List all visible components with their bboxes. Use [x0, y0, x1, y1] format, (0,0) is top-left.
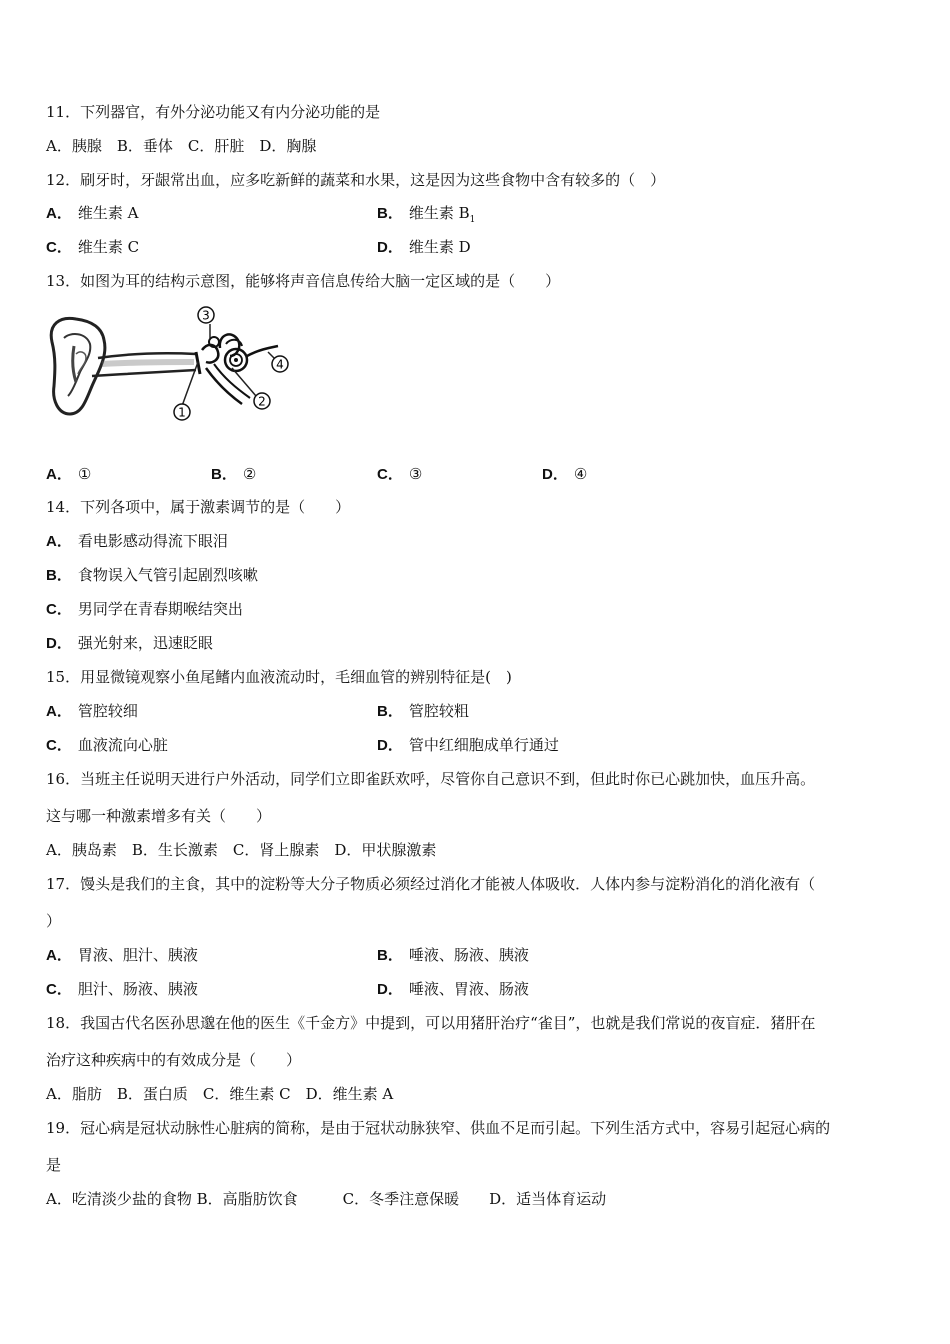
- q15-option-d: [377, 735, 559, 756]
- option-label: A．: [46, 466, 72, 483]
- option-label: B．: [377, 703, 403, 720]
- q11-stem: 11．下列器官，有外分泌功能又有内分泌功能的是: [46, 103, 381, 121]
- q13-option-c: [377, 464, 422, 485]
- q13-stem: 13．如图为耳的结构示意图，能够将声音信息传给大脑一定区域的是（ ）: [46, 272, 561, 290]
- q17-option-b: [377, 945, 529, 966]
- option-label: C．: [46, 239, 72, 256]
- q18-options: A．脂肪 B．蛋白质 C．维生素 C D．维生素 A: [46, 1085, 394, 1103]
- ear-canal-lower: [92, 370, 196, 376]
- option-text: 男同学在青春期喉结突出: [77, 600, 243, 618]
- ear-canal-shading: [102, 362, 194, 364]
- q14-option-a: [46, 531, 228, 552]
- auricle-shadow: [73, 346, 76, 382]
- option-text: ①: [77, 465, 92, 483]
- q16-stem-line2: 这与哪一种激素增多有关（ ）: [46, 807, 272, 825]
- option-label: C．: [377, 466, 403, 483]
- q16-options: A．胰岛素 B．生长激素 C．肾上腺素 D．甲状腺激素: [46, 841, 437, 859]
- option-label: B．: [211, 466, 237, 483]
- q14-option-c: [46, 599, 243, 620]
- option-text: ④: [573, 465, 588, 483]
- option-label: C．: [46, 981, 72, 998]
- option-label: D．: [377, 737, 403, 754]
- q12-stem: 12．刷牙时，牙龈常出血，应多吃新鲜的蔬菜和水果，这是因为这些食物中含有较多的（ ）: [46, 171, 666, 189]
- q14-option-b: [46, 565, 258, 586]
- q12-option-d: [377, 237, 471, 258]
- q12-option-c: [46, 237, 139, 258]
- subscript: 1: [469, 215, 476, 225]
- q17-option-a: [46, 945, 198, 966]
- option-text: 维生素 C: [77, 238, 140, 256]
- q18-stem-line1: 18．我国古代名医孙思邈在他的医生《千金方》中提到，可以用猪肝治疗“雀目”，也就是我们常说的夜盲症．猪肝在: [46, 1014, 816, 1032]
- q11-options: A．胰腺 B．垂体 C．肝脏 D．胸腺: [46, 137, 317, 155]
- q19-options: A．吃清淡少盐的食物 B．高脂肪饮食 C．冬季注意保暖 D．适当体育运动: [46, 1190, 607, 1208]
- q13-option-d: [542, 464, 587, 485]
- q13-option-b: [211, 464, 256, 485]
- figure-label-1: 1: [178, 405, 186, 420]
- option-label: C．: [46, 601, 72, 618]
- leader-line-2: [232, 368, 256, 396]
- figure-label-4: 4: [276, 357, 284, 372]
- q14-option-d: [46, 633, 213, 654]
- option-label: D．: [377, 239, 403, 256]
- option-label: D．: [46, 635, 72, 652]
- semicircular-canal: [220, 334, 239, 356]
- option-text: 胆汁、肠液、胰液: [77, 980, 198, 998]
- option-text: 唾液、胃液、肠液: [408, 980, 529, 998]
- q17-option-d: [377, 979, 529, 1000]
- option-label: A．: [46, 947, 72, 964]
- q12-option-a: [46, 203, 138, 224]
- cochlea-center: [234, 358, 238, 362]
- option-label: A．: [46, 703, 72, 720]
- option-text: 看电影感动得流下眼泪: [77, 532, 228, 550]
- option-text: 管中红细胞成单行通过: [408, 736, 559, 754]
- q19-stem-line2: 是: [46, 1156, 62, 1174]
- q17-stem-line1: 17．馒头是我们的主食，其中的淀粉等大分子物质必须经过消化才能被人体吸收．人体内参与淀粉消化的消化液有（: [46, 875, 816, 893]
- q19-stem-line1: 19．冠心病是冠状动脉性心脏病的简称，是由于冠状动脉狭窄、供血不足而引起。下列生活方式中，容易引起冠心病的: [46, 1119, 831, 1137]
- q15-option-b: [377, 701, 469, 722]
- option-text: 食物误入气管引起剧烈咳嗽: [77, 566, 258, 584]
- leader-line-1: [182, 362, 198, 406]
- q15-stem: 15．用显微镜观察小鱼尾鳍内血液流动时，毛细血管的辨别特征是( ): [46, 668, 512, 686]
- option-label: B．: [377, 205, 403, 222]
- option-label: D．: [542, 466, 568, 483]
- figure-label-2: 2: [258, 394, 266, 409]
- option-label: B．: [46, 567, 72, 584]
- option-text: 管腔较粗: [408, 702, 469, 720]
- q16-stem-line1: 16．当班主任说明天进行户外活动，同学们立即雀跃欢呼，尽管你自己意识不到，但此时你已心跳加快，血压升高。: [46, 770, 816, 788]
- ear-structure-diagram: [46, 302, 296, 427]
- q17-stem-line2: ）: [46, 912, 62, 930]
- auricle-inner-fold: [64, 334, 90, 396]
- option-text: 管腔较细: [77, 702, 138, 720]
- option-label: A．: [46, 205, 72, 222]
- auditory-nerve: [247, 346, 278, 356]
- option-text: 维生素 D: [408, 238, 471, 256]
- option-text: 维生素 A: [77, 204, 139, 222]
- option-label: B．: [377, 947, 403, 964]
- option-label: C．: [46, 737, 72, 754]
- option-label: D．: [377, 981, 403, 998]
- option-text: ②: [242, 465, 257, 483]
- auricle-shape: [51, 318, 105, 414]
- option-text: 维生素 B: [408, 204, 470, 222]
- q15-option-a: [46, 701, 138, 722]
- q15-option-c: [46, 735, 168, 756]
- option-label: A．: [46, 533, 72, 550]
- q12-option-b: [377, 203, 475, 230]
- option-text: 强光射来，迅速眨眼: [77, 634, 213, 652]
- q14-stem: 14．下列各项中，属于激素调节的是（ ）: [46, 498, 351, 516]
- option-text: 血液流向心脏: [77, 736, 168, 754]
- ear-canal-upper: [98, 353, 196, 358]
- option-text: 唾液、肠液、胰液: [408, 946, 529, 964]
- figure-label-3: 3: [202, 308, 210, 323]
- q13-option-a: [46, 464, 91, 485]
- option-text: ③: [408, 465, 423, 483]
- q17-option-c: [46, 979, 198, 1000]
- option-text: 胃液、胆汁、胰液: [77, 946, 198, 964]
- q18-stem-line2: 治疗这种疾病中的有效成分是（ ）: [46, 1051, 302, 1069]
